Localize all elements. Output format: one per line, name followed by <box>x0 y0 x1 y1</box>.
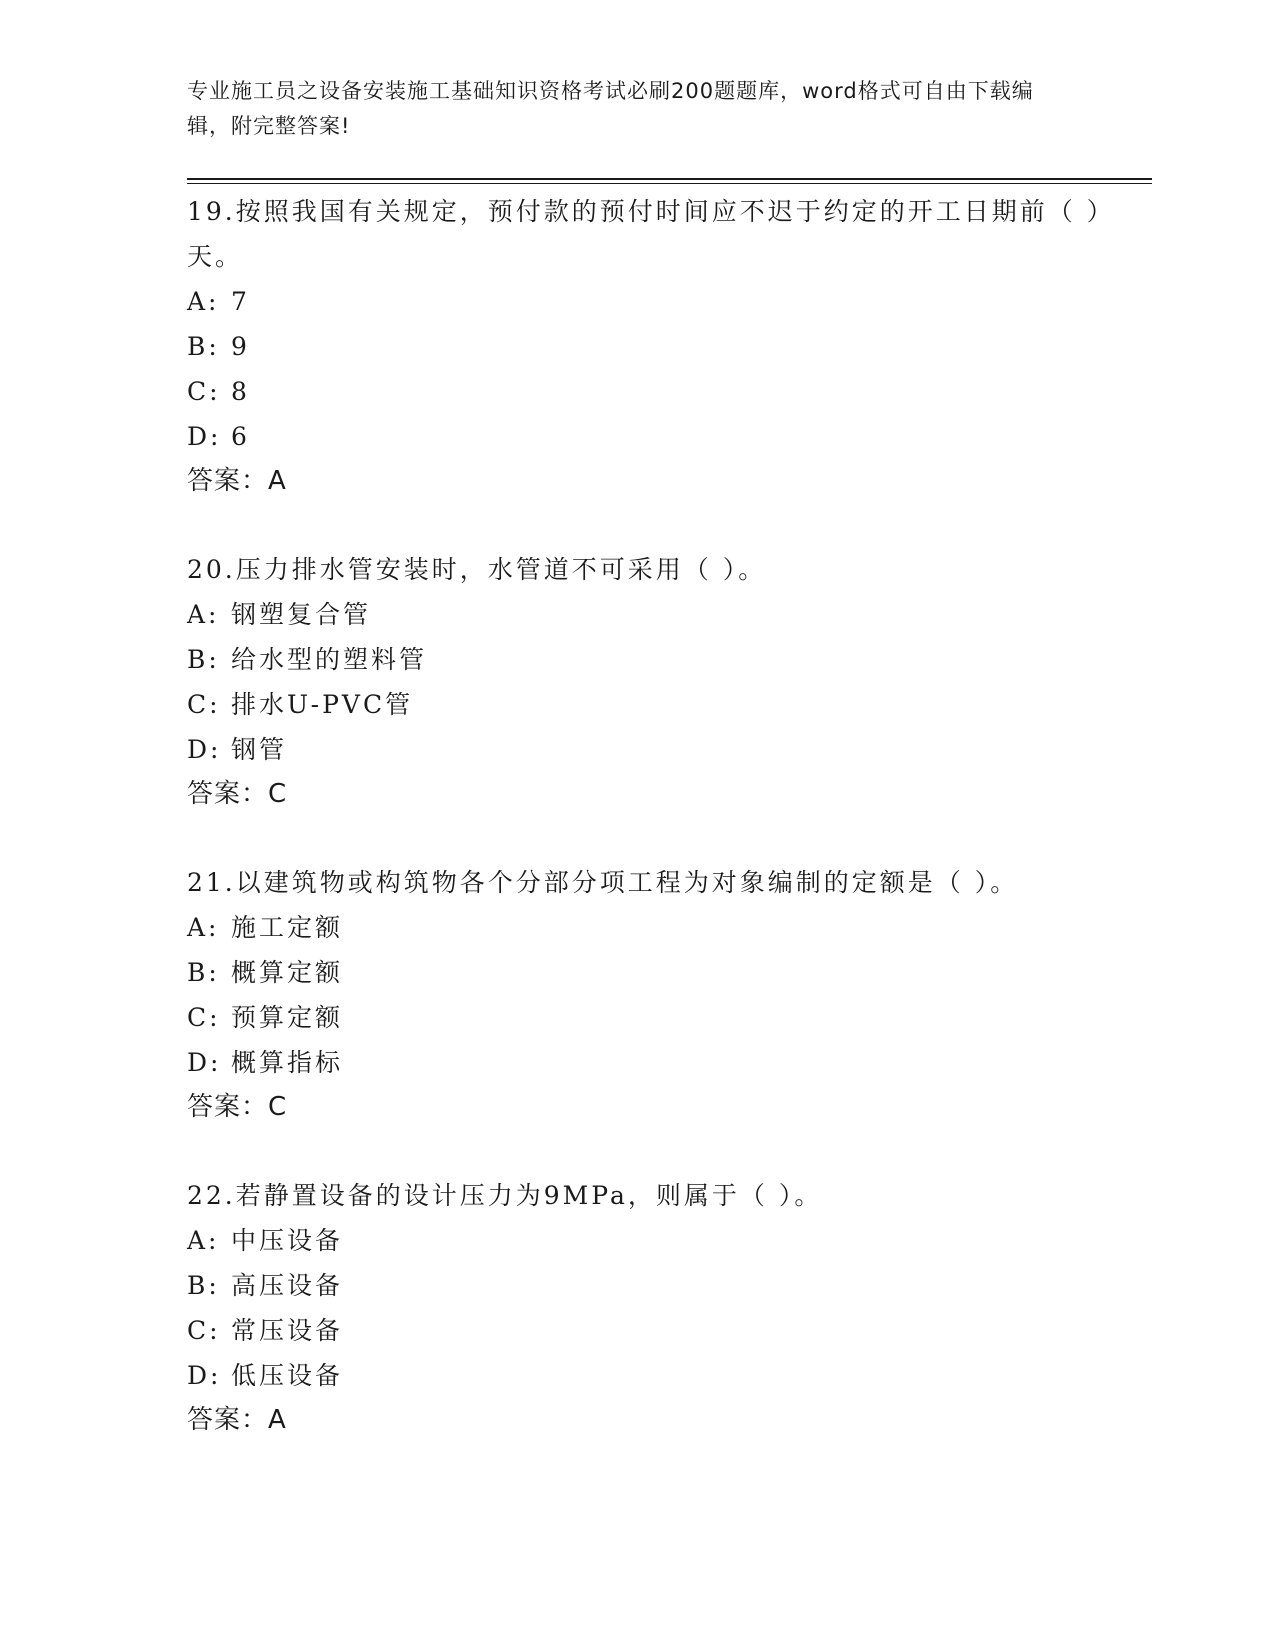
answer-line: 答案：C <box>187 779 288 809</box>
option-letter: C: <box>187 377 221 406</box>
header-divider-thick <box>187 178 1152 180</box>
option-c <box>187 995 1107 1040</box>
option-text: 常压设备 <box>231 1316 344 1345</box>
option-d <box>187 1040 1107 1085</box>
option-text: 给水型的塑料管 <box>231 645 428 674</box>
option-b <box>187 324 1107 369</box>
option-a <box>187 1218 1107 1263</box>
option-d <box>187 727 1107 772</box>
question-22 <box>187 1173 1107 1442</box>
option-b <box>187 637 1107 682</box>
option-letter: C: <box>187 1316 221 1345</box>
option-text: 中压设备 <box>231 1226 344 1255</box>
option-letter: A: <box>187 287 220 316</box>
option-letter: D: <box>187 735 222 764</box>
option-b <box>187 1263 1107 1308</box>
option-text: 低压设备 <box>231 1361 344 1390</box>
option-letter: D: <box>187 422 222 451</box>
answer-line: 答案：C <box>187 1092 288 1122</box>
question-list <box>187 189 1107 1486</box>
option-letter: C: <box>187 690 221 719</box>
option-d <box>187 414 1107 459</box>
answer-line: 答案：A <box>187 466 287 496</box>
option-text: 8 <box>231 377 250 406</box>
option-text: 9 <box>231 332 250 361</box>
option-a <box>187 905 1107 950</box>
question-stem: 19.按照我国有关规定，预付款的预付时间应不迟于约定的开工日期前（ ）天。 <box>187 197 1103 271</box>
option-a <box>187 592 1107 637</box>
option-text: 7 <box>231 287 250 316</box>
option-text: 施工定额 <box>231 913 344 942</box>
question-stem: 22.若静置设备的设计压力为9MPa，则属于（ ）。 <box>187 1181 823 1210</box>
question-stem: 20.压力排水管安装时，水管道不可采用（ ）。 <box>187 555 767 584</box>
option-text: 概算定额 <box>231 958 344 987</box>
option-letter: B: <box>187 1271 220 1300</box>
option-text: 钢管 <box>231 735 288 764</box>
option-letter: B: <box>187 958 220 987</box>
option-text: 6 <box>231 422 250 451</box>
question-19 <box>187 189 1107 503</box>
question-20 <box>187 547 1107 816</box>
option-text: 排水U-PVC管 <box>231 690 414 719</box>
option-a <box>187 279 1107 324</box>
option-letter: C: <box>187 1003 221 1032</box>
option-letter: D: <box>187 1048 222 1077</box>
question-stem: 21.以建筑物或构筑物各个分部分项工程为对象编制的定额是（ ）。 <box>187 868 1019 897</box>
option-d <box>187 1353 1107 1398</box>
option-letter: A: <box>187 600 220 629</box>
header-divider-thin <box>187 183 1152 184</box>
option-c <box>187 1308 1107 1353</box>
option-text: 高压设备 <box>231 1271 344 1300</box>
option-text: 预算定额 <box>231 1003 344 1032</box>
option-letter: B: <box>187 645 220 674</box>
answer-line: 答案：A <box>187 1405 287 1435</box>
option-letter: A: <box>187 913 220 942</box>
option-b <box>187 950 1107 995</box>
option-letter: A: <box>187 1226 220 1255</box>
option-letter: B: <box>187 332 220 361</box>
option-letter: D: <box>187 1361 222 1390</box>
question-21 <box>187 860 1107 1129</box>
option-c <box>187 682 1107 727</box>
document-header: 专业施工员之设备安装施工基础知识资格考试必刷200题题库，word格式可自由下载编辑，附完整答案! <box>187 79 1034 138</box>
option-text: 概算指标 <box>231 1048 344 1077</box>
option-c <box>187 369 1107 414</box>
option-text: 钢塑复合管 <box>231 600 372 629</box>
